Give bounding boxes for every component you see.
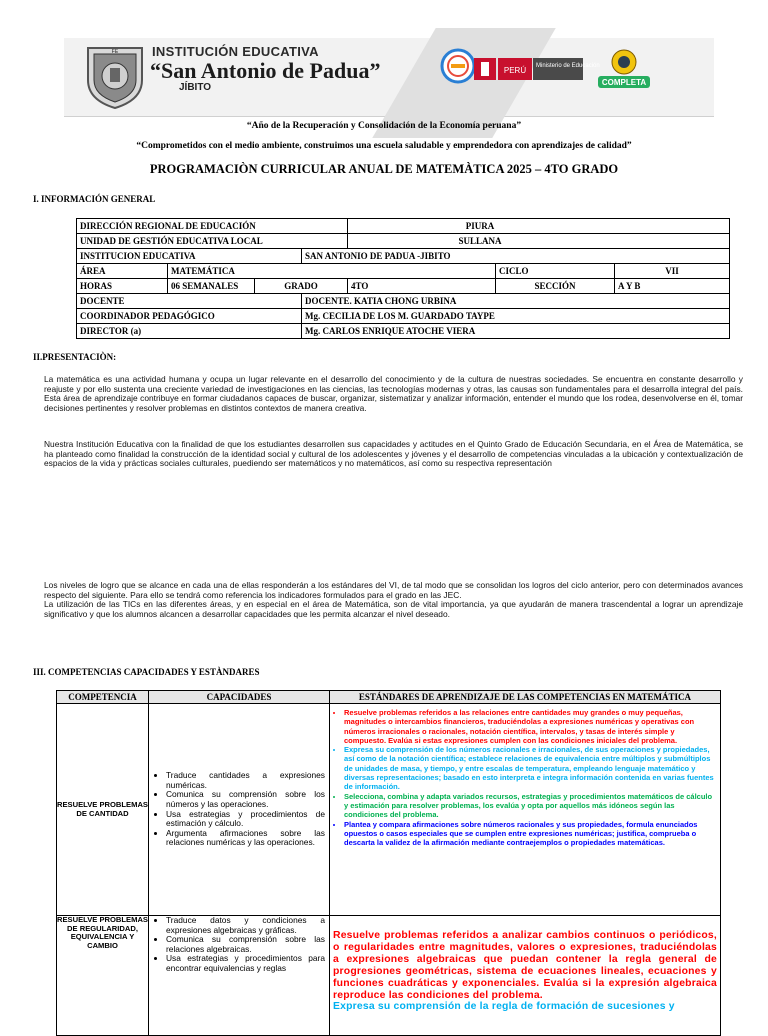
col-header-competencia: COMPETENCIA [57, 691, 149, 704]
info-label: ÁREA [77, 264, 168, 279]
info-label: INSTITUCION EDUCATIVA [77, 249, 302, 264]
list-item: • Traduce datos y condiciones a expresiones algebraicas y gráficas. [166, 916, 325, 935]
table-row [77, 264, 730, 279]
education-badge-icon [440, 48, 476, 84]
competencia-name: RESUELVE PROBLEMAS DE REGULARIDAD, EQUIVALENCIA Y CAMBIO [57, 915, 148, 950]
document-title: PROGRAMACIÒN CURRICULAR ANUAL DE MATEMÀTICA 2025 – 4TO GRADO [149, 162, 619, 176]
crest-text: FE [111, 49, 119, 55]
school-motto: “Comprometidos con el medio ambiente, construimos una escuela saludable y emprendedora con aprendizajes de calidad” [136, 141, 632, 151]
capacidades-cell [149, 704, 330, 916]
competencia-name: RESUELVE PROBLEMAS DE CANTIDAD [57, 800, 148, 818]
presentation-paragraph-3 [44, 581, 743, 619]
competencies-table [56, 690, 721, 1036]
estandares-list [330, 708, 720, 847]
list-item: • Expresa su comprensión de los números racionales e irracionales, de sus operaciones y propiedades, así como de la notación científica; establece relaciones de equivalencia entre múltiplos y submúltiplos de unidades de masa, y tiempo, y entre escalas de temperatura, empleando lenguaje matemático y diversas representaciones; basado en esto interpreta e integra información contenida en varias fuentes de información. [344, 745, 716, 791]
info-label: UNIDAD DE GESTIÓN EDUCATIVA LOCAL [77, 234, 348, 249]
estandar-text: Resuelve problemas referidos a analizar cambios continuos o periódicos, o regularidades entre magnitudes, valores o expresiones, traduciéndolas a expresiones algebraicas que puedan contener la regla general de progresiones geométricas, sistema de ecuaciones lineales, ecuaciones y funciones cuadráticas y exponenciales. Evalúa si la expresión algebraica reproduce las condiciones del problema. [333, 930, 717, 1001]
info-value: Mg. CECILIA DE LOS M. GUARDADO TAYPE [302, 309, 730, 324]
table-header-row [57, 691, 721, 704]
info-value: A Y B [615, 279, 730, 294]
info-label: GRADO [255, 279, 348, 294]
info-label: CICLO [496, 264, 615, 279]
peru-minedu-logo-icon [474, 56, 600, 82]
info-value: Mg. CARLOS ENRIQUE ATOCHE VIERA [302, 324, 730, 339]
section-3-heading: III. COMPETENCIAS CAPACIDADES Y ESTÀNDARES [33, 667, 260, 677]
info-value: DOCENTE. KATIA CHONG URBINA [302, 294, 730, 309]
list-item: • Traduce cantidades a expresiones numéricas. [166, 771, 325, 790]
info-value: VII [615, 264, 730, 279]
info-label: DIRECTOR (a) [77, 324, 302, 339]
list-item: • Comunica su comprensión sobre los números y las operaciones. [166, 790, 325, 809]
competencia-cell [57, 704, 149, 916]
paragraph-tics: La utilización de las TICs en las diferentes áreas, y en especial en el área de Matemática, son de vital importancia, ya que ayudarán de manera trascendental a lograr un aprendizaje significativo y que los alumnos alcancen a desarrollar capacidades que les permita alcanzar el nivel deseado. [44, 599, 743, 619]
institution-place: JÍBITO [179, 82, 212, 93]
logo-ministerio-text: Ministerio de Educación [536, 63, 600, 69]
list-item: • Usa estrategias y procedimientos para encontrar equivalencias y reglas [166, 954, 325, 973]
list-item: • Plantea y compara afirmaciones sobre números racionales y sus propiedades, formula enunciados opuestos o casos especiales que se cumplen entre expresiones numéricas; justifica, comprueba o descarta la validez de la afirmación mediante contraejemplos o propiedades matemáticas. [344, 820, 716, 848]
info-value: MATEMÁTICA [168, 264, 496, 279]
presentation-paragraph-1: La matemática es una actividad humana y ocupa un lugar relevante en el desarrollo del conocimiento y de la cultura de nuestras sociedades. Se encuentra en constante desarrollo y reajuste y por ello sustenta una creciente variedad de investigaciones en las ciencias, las tecnologías modernas y otras, las causas son fundamentales para el desarrolla integral del país. Esta área de aprendizaje contribuye en formar ciudadanos capaces de buscar, organizar, sistematizar y analizar información, entender el mundo que los rodea, desenvolverse en él, tomar decisiones pertinentes y resolver problemas en distintos contextos de manera creativa. [44, 374, 743, 413]
info-label: DOCENTE [77, 294, 302, 309]
list-item: • Comunica su comprensión sobre las relaciones algebraicas. [166, 935, 325, 954]
table-row [77, 279, 730, 294]
info-value: 06 SEMANALES [168, 279, 255, 294]
competencia-cell [57, 916, 149, 1036]
logo-completa-text: COMPLETA [601, 78, 647, 87]
col-header-estandares: ESTÁNDARES DE APRENDIZAJE DE LAS COMPETENCIAS EN MATEMÁTICA [330, 691, 721, 704]
table-row [77, 309, 730, 324]
year-motto: “Año de la Recuperación y Consolidación de la Economía peruana” [246, 121, 522, 131]
list-item: • Resuelve problemas referidos a las relaciones entre cantidades muy grandes o muy pequeñas, magnitudes o intercambios financieros, traduciéndolas a expresiones numéricas y operativas con números irracionales o racionales, notación científica, intervalos, y tasas de interés simple y compuesto. Evalúa si estas expresiones cumplen con las condiciones iniciales del problema. [344, 708, 716, 745]
info-label: DIRECCIÓN REGIONAL DE EDUCACIÓN [77, 219, 348, 234]
header-banner [64, 38, 714, 117]
estandares-cell [330, 704, 721, 916]
logo-peru-text: PERÚ [503, 66, 527, 75]
info-label: COORDINADOR PEDAGÓGICO [77, 309, 302, 324]
capacidades-cell [149, 916, 330, 1036]
jornada-completa-logo-icon [594, 46, 654, 94]
table-row [77, 249, 730, 264]
table-row [77, 234, 730, 249]
capacidades-list [149, 916, 329, 974]
section-1-heading: I. INFORMACIÓN GENERAL [33, 194, 156, 204]
info-value: PIURA [348, 219, 730, 234]
general-info-table [76, 218, 730, 339]
institution-name: “San Antonio de Padua” [150, 58, 381, 83]
info-value: 4TO [348, 279, 496, 294]
list-item: • Argumenta afirmaciones sobre las relaciones numéricas y las operaciones. [166, 829, 325, 848]
table-row [77, 294, 730, 309]
table-row [77, 219, 730, 234]
paragraph-levels: Los niveles de logro que se alcance en cada una de ellas responderán a los estándares del VI, de tal modo que se consolidan los logros del ciclo anterior, pero con determinados avances respecto del siguiente. Para ello se tendrá como referencia los indicadores formulados para el grado en las JEC. [44, 580, 743, 600]
section-2-heading: II.PRESENTACIÒN: [33, 352, 117, 362]
info-label: HORAS [77, 279, 168, 294]
capacidades-list [149, 771, 329, 848]
info-value: SULLANA [348, 234, 730, 249]
list-item: • Usa estrategias y procedimientos de estimación y cálculo. [166, 810, 325, 829]
estandares-cell [330, 916, 721, 1036]
info-value: SAN ANTONIO DE PADUA -JIBITO [302, 249, 730, 264]
col-header-capacidades: CAPACIDADES [149, 691, 330, 704]
school-crest-icon [84, 42, 146, 110]
estandar-text: Expresa su comprensión de la regla de formación de sucesiones y [333, 1001, 675, 1013]
table-row [77, 324, 730, 339]
institution-label: INSTITUCIÓN EDUCATIVA [152, 44, 319, 59]
list-item: • Selecciona, combina y adapta variados recursos, estrategias y procedimientos matemáticos de cálculo y estimación para resolver problemas, los evalúa y opta por aquellos más idóneos según las condiciones del problema. [344, 792, 716, 820]
presentation-paragraph-2: Nuestra Institución Educativa con la finalidad de que los estudiantes desarrollen sus capacidades y actitudes en el Quinto Grado de Educación Secundaria, en el Área de Matemática, se ha planteado como finalidad la construcción de la identidad social y cultural de los adolescentes y jóvenes y el desarrollo de competencias vinculadas a la ubicación y contextualización de espacios de la vida y prácticas sociales culturales, puediendo ser matemáticos y no matemáticos, así como su respectiva representación [44, 439, 743, 469]
table-row [57, 916, 721, 1036]
table-row [57, 704, 721, 916]
info-label: SECCIÓN [496, 279, 615, 294]
